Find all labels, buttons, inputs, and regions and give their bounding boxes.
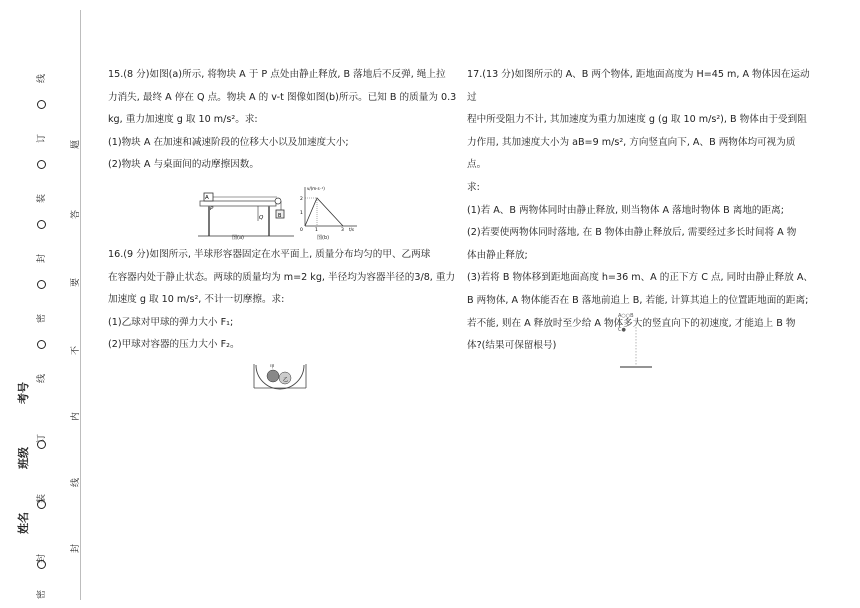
question-16 bbox=[108, 244, 460, 357]
inner-binding-text-char: 答 bbox=[71, 209, 82, 220]
label-q: Q bbox=[259, 215, 264, 221]
hemisphere-container-figure bbox=[252, 362, 308, 390]
figure-b-vt-graph bbox=[295, 184, 363, 234]
binding-text-char: 订 bbox=[37, 433, 48, 444]
exam-number-label: 考号 bbox=[17, 382, 30, 404]
binding-margin-line bbox=[80, 10, 81, 600]
inner-binding-text-char: 要 bbox=[71, 277, 82, 288]
figure-a-caption: 图(a) bbox=[232, 235, 244, 241]
question-line: 若不能, 则在 A 释放时至少给 A 物体多大的竖直向下的初速度, 才能追上 B 物 bbox=[467, 317, 796, 329]
graph-ylabel: v/(m·s⁻¹) bbox=[307, 186, 325, 191]
graph-xlabel: t/s bbox=[349, 227, 354, 232]
binding-text-char: 密 bbox=[37, 313, 48, 324]
question-line: (1)物块 A 在加速和减速阶段的位移大小以及加速度大小; bbox=[108, 136, 349, 148]
question-line: 力消失, 最终 A 停在 Q 点。物块 A 的 v-t 图像如图(b)所示。已知 B 的质量为 0.3 bbox=[108, 91, 457, 103]
binding-hole-circle bbox=[37, 440, 46, 449]
label-b: B bbox=[278, 213, 282, 219]
question-line: kg, 重力加速度 g 取 10 m/s²。求: bbox=[108, 114, 258, 126]
question-line: 15.(8 分)如图(a)所示, 将物块 A 于 P 点处由静止释放, B 落地后不反弹, 绳上拉 bbox=[108, 69, 446, 80]
binding-text-char: 密 bbox=[37, 589, 48, 600]
inner-binding-text-char: 封 bbox=[71, 543, 82, 554]
inner-binding-text-char: 内 bbox=[71, 411, 82, 422]
question-line: (2)甲球对容器的压力大小 F₂。 bbox=[108, 339, 240, 351]
binding-text-char: 封 bbox=[37, 253, 48, 264]
binding-hole-circle bbox=[37, 280, 46, 289]
class-label: 班级 bbox=[17, 447, 30, 469]
question-line: (3)若将 B 物体移到距地面高度 h=36 m、A 的正下方 C 点, 同时由静止释放 A、 bbox=[467, 272, 814, 284]
graph-y2: 2 bbox=[300, 197, 303, 202]
question-line: (2)物块 A 与桌面间的动摩擦因数。 bbox=[108, 159, 259, 171]
graph-x1: 1 bbox=[315, 228, 318, 233]
question-line: 力作用, 其加速度大小为 aB=9 m/s², 方向竖直向下, A、B 两物体均可视为质点。 bbox=[467, 136, 796, 171]
question-line: 16.(9 分)如图所示, 半球形容器固定在水平面上, 质量分布均匀的甲、乙两球 bbox=[108, 249, 431, 260]
ball-yi-label: 乙 bbox=[283, 377, 289, 383]
binding-text-char: 订 bbox=[37, 133, 48, 144]
binding-hole-circle bbox=[37, 340, 46, 349]
ab-label: A○○B bbox=[618, 313, 634, 319]
binding-hole-circle bbox=[37, 220, 46, 229]
binding-text-char: 封 bbox=[37, 553, 48, 564]
binding-hole-circle bbox=[37, 100, 46, 109]
question-line: 加速度 g 取 10 m/s², 不计一切摩擦。求: bbox=[108, 294, 285, 306]
graph-origin: 0 bbox=[300, 228, 303, 233]
inner-binding-text-char: 不 bbox=[71, 345, 82, 356]
question-line: (1)若 A、B 两物体同时由静止释放, 则当物体 A 落地时物体 B 离地的距离; bbox=[467, 204, 784, 216]
falling-objects-figure bbox=[614, 308, 658, 372]
question-line: (2)若要使两物体同时落地, 在 B 物体由静止释放后, 需要经过多长时间将 A 物 bbox=[467, 227, 797, 239]
binding-hole-circle bbox=[37, 500, 46, 509]
inner-binding-text-char: 题 bbox=[71, 139, 82, 150]
graph-x3: 3 bbox=[341, 228, 344, 233]
question-line: 17.(13 分)如图所示的 A、B 两个物体, 距地面高度为 H=45 m, A 物体因在运动过 bbox=[467, 69, 810, 103]
question-line: 体由静止释放; bbox=[467, 249, 528, 261]
question-line: 求: bbox=[467, 181, 480, 193]
question-line: 在容器内处于静止状态。两球的质量均为 m=2 kg, 半径均为容器半径的3/8, 重力 bbox=[108, 271, 456, 283]
question-15 bbox=[108, 64, 460, 177]
label-p: P bbox=[210, 206, 214, 212]
question-line: 程中所受阻力不计, 其加速度为重力加速度 g (g 取 10 m/s²), B 物体由于受到阻 bbox=[467, 114, 807, 126]
question-line: (1)乙球对甲球的弹力大小 F₁; bbox=[108, 316, 234, 328]
inner-binding-text-char: 线 bbox=[71, 477, 82, 488]
binding-hole-circle bbox=[37, 560, 46, 569]
label-a: A bbox=[205, 195, 209, 201]
figure-a-table-block bbox=[198, 186, 298, 242]
binding-text-char: 线 bbox=[37, 373, 48, 384]
question-line: B 两物体, A 物体能否在 B 落地前追上 B, 若能, 计算其追上的位置距地面的距离; bbox=[467, 294, 809, 306]
graph-y1: 1 bbox=[300, 211, 303, 216]
figure-b-caption: 图(b) bbox=[317, 235, 330, 241]
binding-text-char: 装 bbox=[37, 193, 48, 204]
name-label: 姓名 bbox=[17, 512, 30, 534]
binding-text-char: 装 bbox=[37, 493, 48, 504]
ball-jia-label: 甲 bbox=[270, 365, 275, 370]
c-label: C● bbox=[618, 327, 626, 333]
question-line: 体?(结果可保留根号) bbox=[467, 340, 557, 352]
binding-hole-circle bbox=[37, 160, 46, 169]
binding-text-char: 线 bbox=[37, 73, 48, 84]
